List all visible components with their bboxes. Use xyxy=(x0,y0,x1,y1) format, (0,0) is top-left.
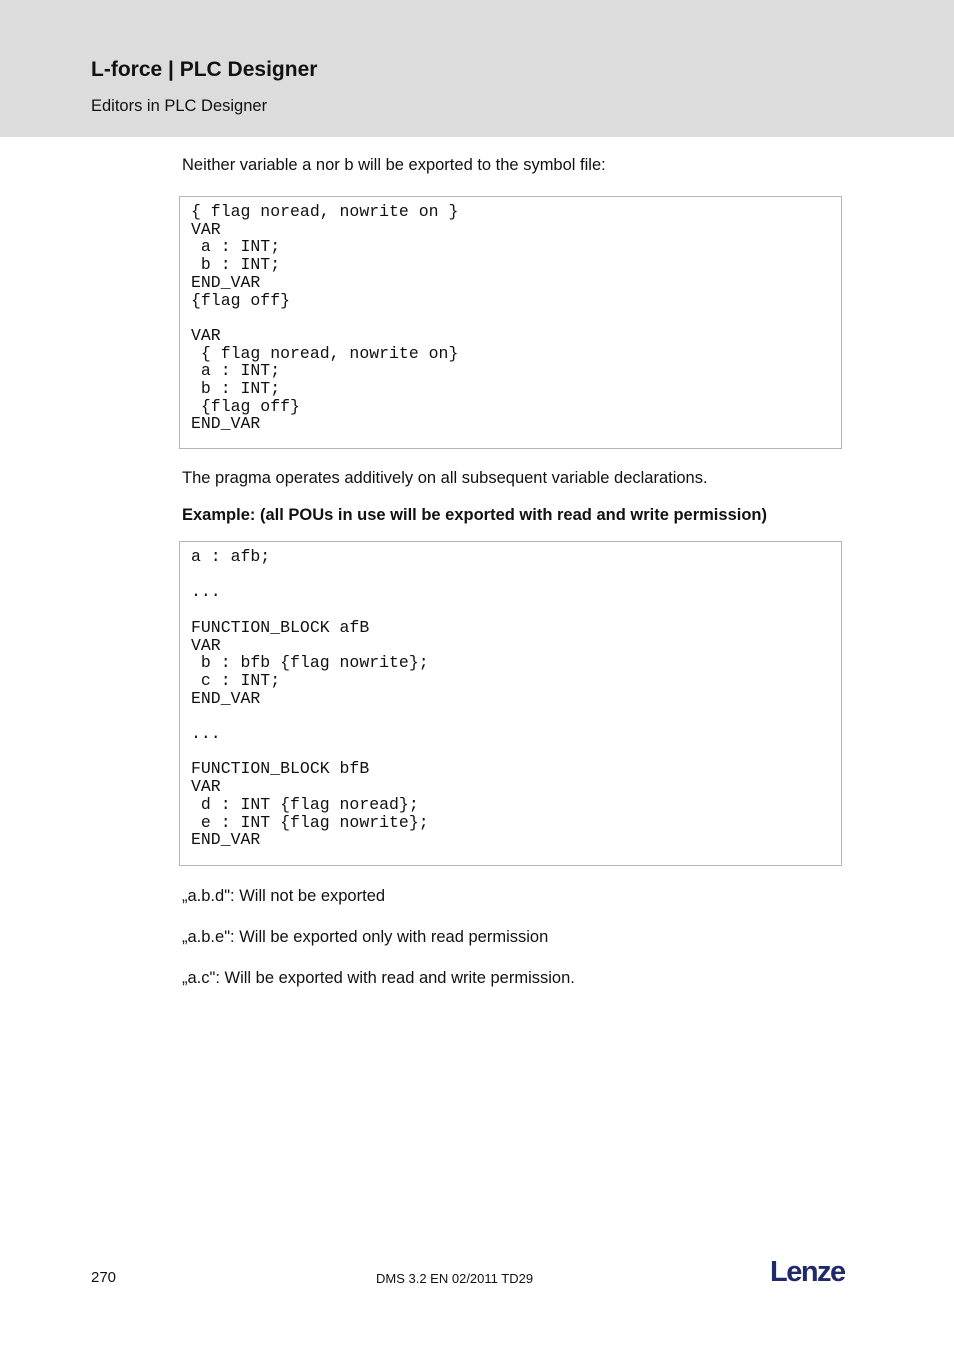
example-heading: Example: (all POUs in use will be exported with read and write permission) xyxy=(182,506,767,524)
result-line-abd: „a.b.d": Will not be exported xyxy=(182,887,386,905)
header-subtitle: Editors in PLC Designer xyxy=(91,97,268,115)
intro-paragraph: Neither variable a nor b will be exported to the symbol file: xyxy=(182,156,606,174)
code-text-pragma: { flag noread, nowrite on } VAR a : INT; b : INT; END_VAR {flag off} VAR { flag noread, nowrite on} a : INT; b : INT; {flag off} END_VAR xyxy=(191,202,459,434)
document-id: DMS 3.2 EN 02/2011 TD29 xyxy=(376,1271,534,1286)
header-title: L-force | PLC Designer xyxy=(91,58,318,81)
lenze-logo: Lenze xyxy=(770,1256,845,1288)
page-number: 270 xyxy=(91,1269,117,1286)
code-block-pragma xyxy=(179,196,842,449)
pragma-note: The pragma operates additively on all subsequent variable declarations. xyxy=(182,469,708,487)
result-line-abe: „a.b.e": Will be exported only with read permission xyxy=(182,928,549,946)
result-line-ac: „a.c": Will be exported with read and write permission. xyxy=(182,969,575,987)
code-block-example xyxy=(179,541,842,866)
page-header xyxy=(0,0,954,137)
code-text-example: a : afb; ... FUNCTION_BLOCK afB VAR b : bfb {flag nowrite}; c : INT; END_VAR ... FUNCTION_BLOCK bfB VAR d : INT {flag noread}; e : INT {flag nowrite}; END_VAR xyxy=(191,547,429,850)
